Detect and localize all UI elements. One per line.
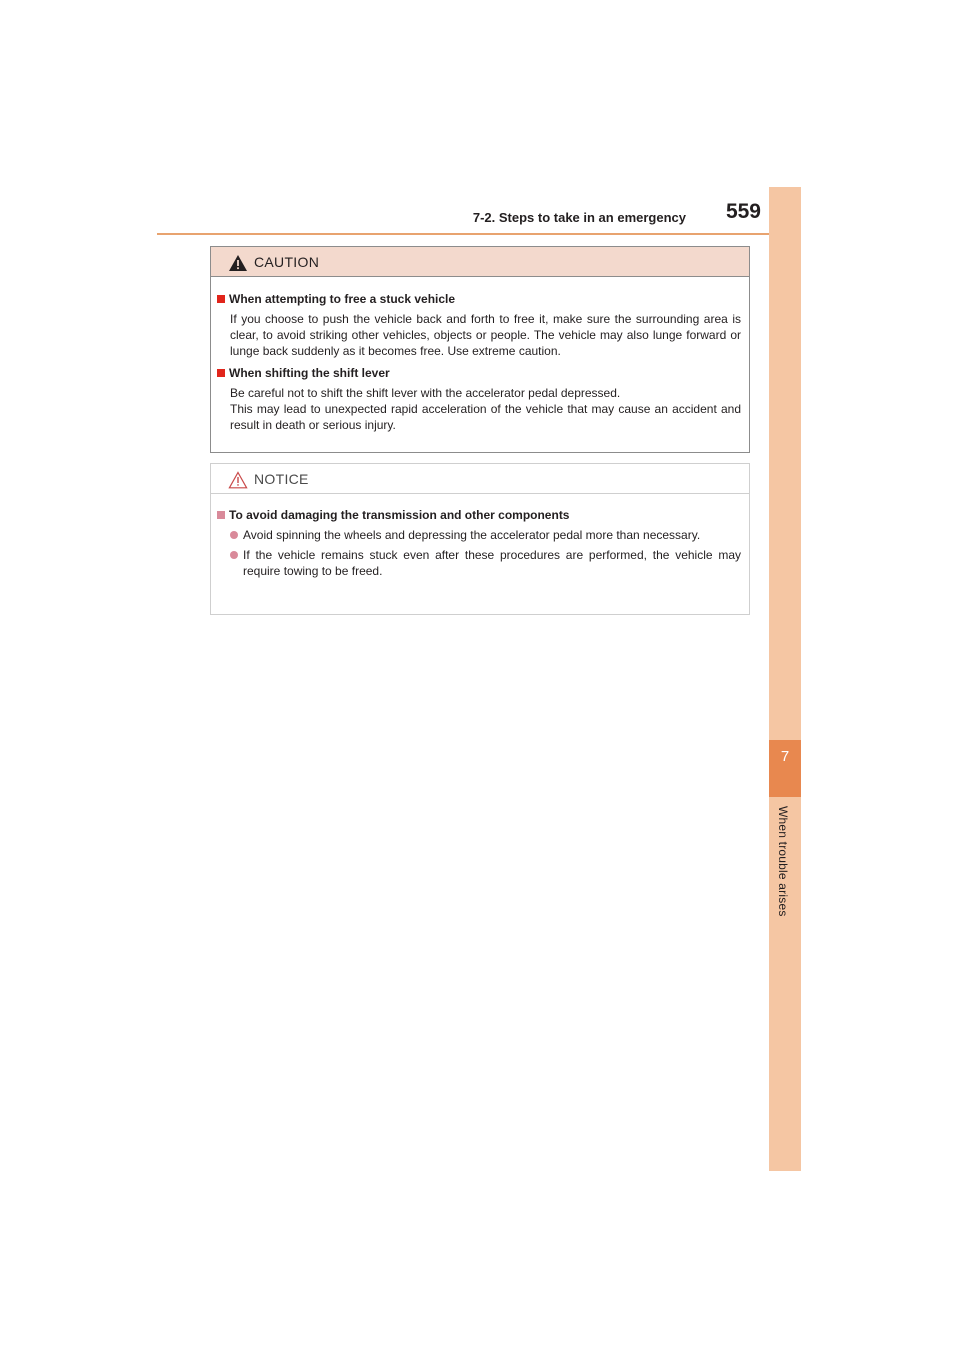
caution-item-title-text: When attempting to free a stuck vehicle bbox=[229, 292, 456, 306]
warning-outline-icon bbox=[228, 471, 248, 489]
notice-bullet bbox=[217, 547, 741, 579]
caution-item-title-text: When shifting the shift lever bbox=[229, 366, 390, 380]
square-bullet-icon bbox=[217, 369, 225, 377]
notice-header bbox=[211, 464, 749, 494]
caution-item-body-line: This may lead to unexpected rapid acceleration of the vehicle that may cause an accident and result in death or serious injury. bbox=[230, 402, 741, 432]
notice-bullet-text: If the vehicle remains stuck even after these procedures are performed, the vehicle may require towing to be freed. bbox=[243, 548, 741, 578]
caution-item-body bbox=[217, 385, 741, 433]
round-bullet-icon bbox=[230, 531, 238, 539]
notice-item-title-text: To avoid damaging the transmission and other components bbox=[229, 508, 570, 522]
chapter-number: 7 bbox=[780, 748, 790, 765]
square-bullet-icon bbox=[217, 511, 225, 519]
chapter-title: When trouble arises bbox=[776, 806, 790, 917]
caution-item bbox=[217, 291, 741, 359]
warning-icon bbox=[228, 254, 248, 272]
notice-bullet bbox=[217, 527, 741, 543]
page-number: 559 bbox=[725, 200, 761, 223]
caution-item-body-line: Be careful not to shift the shift lever with the accelerator pedal depressed. bbox=[230, 386, 621, 400]
caution-box bbox=[210, 246, 750, 453]
round-bullet-icon bbox=[230, 551, 238, 559]
section-title: 7-2. Steps to take in an emergency bbox=[472, 210, 686, 225]
notice-box bbox=[210, 463, 750, 615]
notice-heading: NOTICE bbox=[254, 471, 309, 487]
caution-item-title bbox=[217, 291, 741, 307]
square-bullet-icon bbox=[217, 295, 225, 303]
notice-bullet-text: Avoid spinning the wheels and depressing the accelerator pedal more than necessary. bbox=[243, 528, 701, 542]
header-rule bbox=[157, 233, 801, 235]
caution-header bbox=[211, 247, 749, 277]
caution-heading: CAUTION bbox=[254, 254, 320, 270]
caution-item bbox=[217, 365, 741, 433]
caution-item-body: If you choose to push the vehicle back and forth to free it, make sure the surrounding area is clear, to avoid striking other vehicles, objects or people. The vehicle may also lunge forward or lunge back suddenly as it becomes free. Use extreme caution. bbox=[230, 312, 741, 358]
notice-item bbox=[217, 507, 741, 579]
caution-item-title bbox=[217, 365, 741, 381]
notice-item-title bbox=[217, 507, 741, 523]
chapter-side-tab bbox=[769, 187, 801, 1171]
